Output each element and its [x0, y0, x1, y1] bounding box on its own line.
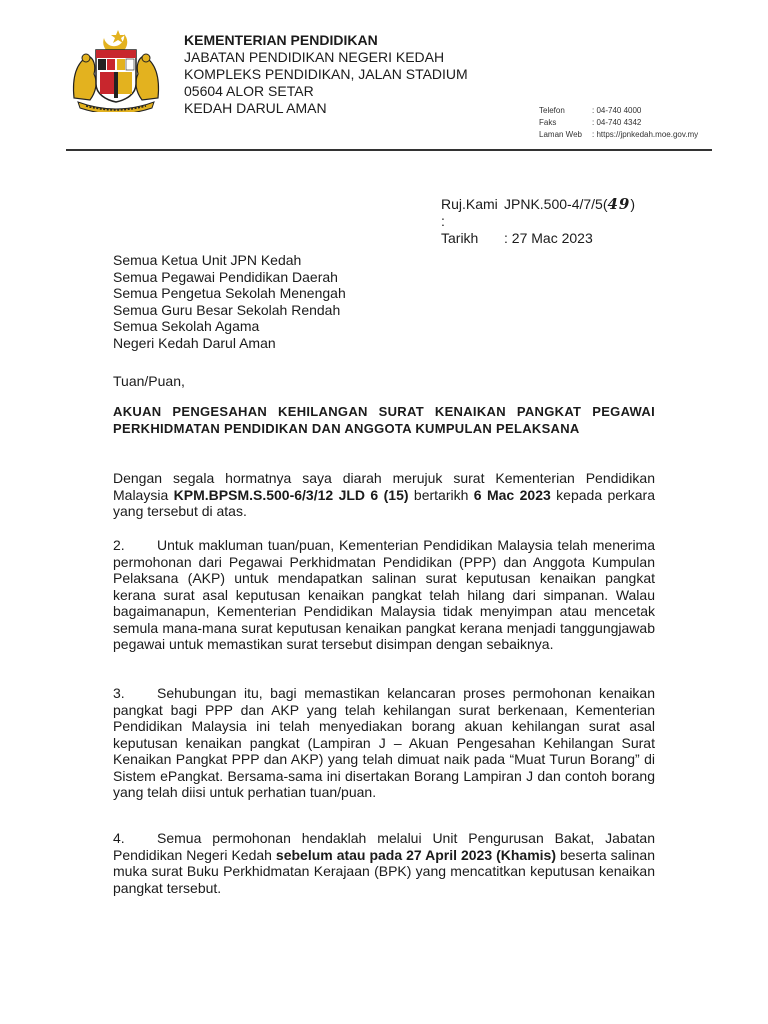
recipient-line: Semua Pengetua Sekolah Menengah [113, 285, 346, 301]
recipient-line: Semua Sekolah Agama [113, 318, 260, 334]
ruj-label: Ruj.Kami : [441, 196, 498, 229]
recipient-line: Negeri Kedah Darul Aman [113, 334, 276, 351]
address-line-1: KOMPLEKS PENDIDIKAN, JALAN STADIUM [184, 66, 468, 82]
faks-value: : 04-740 4342 [592, 118, 642, 127]
government-crest-logo [66, 28, 166, 112]
paragraph-number: 4. [113, 830, 125, 846]
address-line-2: 05604 ALOR SETAR [184, 83, 314, 99]
ruj-value: JPNK.500-4/7/5(49) [504, 195, 636, 213]
web-value: : https://jpnkedah.moe.gov.my [592, 130, 699, 139]
recipient-line: Semua Ketua Unit JPN Kedah [113, 252, 302, 268]
paragraph-4: 4. Semua permohonan hendaklah melalui Unit Pengurusan Bakat, Jabatan Pendidikan Negeri Kedah sebelum atau pada 27 April 2023 (Khamis) beserta salinan muka surat Buku Perkhidmatan Kerajaan (BPK) yang mencatitkan keputusan kenaikan pangkat tersebut. [113, 830, 656, 896]
reference-block [441, 196, 635, 247]
paragraph-number: 3. [113, 685, 125, 701]
telefon-value: : 04-740 4000 [592, 106, 642, 115]
tarikh-value: : 27 Mac 2023 [504, 230, 593, 246]
recipient-list [113, 252, 346, 351]
web-label: Laman Web [539, 130, 582, 139]
salutation: Tuan/Puan, [113, 373, 185, 389]
header-divider [66, 149, 712, 151]
letter-subject: AKUAN PENGESAHAN KEHILANGAN SURAT KENAIKAN PANGKAT PEGAWAI PERKHIDMATAN PENDIDIKAN DAN ANGGOTA KUMPULAN PELAKSANA [113, 404, 655, 436]
letterhead [184, 32, 468, 117]
deadline-bold: sebelum atau pada 27 April 2023 (Khamis) [275, 846, 556, 863]
paragraph-number: 2. [113, 537, 125, 553]
telefon-label: Telefon [539, 106, 565, 115]
letter-reference-bold: KPM.BPSM.S.500-6/3/12 JLD 6 (15) [173, 486, 409, 503]
address-line-3: KEDAH DARUL AMAN [184, 100, 327, 116]
contact-info [539, 105, 698, 141]
paragraph-1: Dengan segala hormatnya saya diarah merujuk surat Kementerian Pendidikan Malaysia KPM.BPSM.S.500-6/3/12 JLD 6 (15) bertarikh 6 Mac 2023 kepada perkara yang tersebut di atas. [113, 470, 655, 519]
paragraph-3: 3. Sehubungan itu, bagi memastikan kelancaran proses permohonan kenaikan pangkat bagi PPP dan AKP yang telah kehilangan surat berkenaan, Kementerian Pendidikan Malaysia ini telah menyediakan borang akuan kehilangan surat asal keputusan kenaikan pangkat (Lampiran J – Akuan Pengesahan Kehilangan Surat Kenaikan Pangkat PPP dan AKP) yang telah dimuat naik pada “Muat Turun Borang” di Sistem ePangkat. Bersama-sama ini disertakan Borang Lampiran J dan contoh borang yang telah diisi untuk perhatian tuan/puan. [113, 685, 655, 800]
recipient-line: Semua Guru Besar Sekolah Rendah [113, 301, 341, 318]
handwritten-number: 49 [607, 195, 631, 213]
tarikh-label: Tarikh [441, 230, 479, 246]
ministry-name: KEMENTERIAN PENDIDIKAN [184, 32, 378, 48]
department-name: JABATAN PENDIDIKAN NEGERI KEDAH [184, 49, 445, 65]
paragraph-2: 2. Untuk makluman tuan/puan, Kementerian Pendidikan Malaysia telah menerima permohonan dari Pegawai Perkhidmatan Pendidikan (PPP) dan Anggota Kumpulan Pelaksana (AKP) untuk mendapatkan salinan surat keputusan kenaikan pangkat kerana surat asal keputusan kenaikan pangkat telah hilang dari simpanan. Walau bagaimanapun, Kementerian Pendidikan Malaysia tidak menyimpan atau mencetak semula mana-mana surat keputusan kenaikan pangkat kerana menjadi tanggungjawab pegawai untuk memastikan surat tersebut disimpan dengan sebaiknya. [113, 537, 655, 652]
letter-date-bold: 6 Mac 2023 [473, 486, 551, 503]
faks-label: Faks [539, 118, 557, 127]
recipient-line: Semua Pegawai Pendidikan Daerah [113, 268, 338, 285]
